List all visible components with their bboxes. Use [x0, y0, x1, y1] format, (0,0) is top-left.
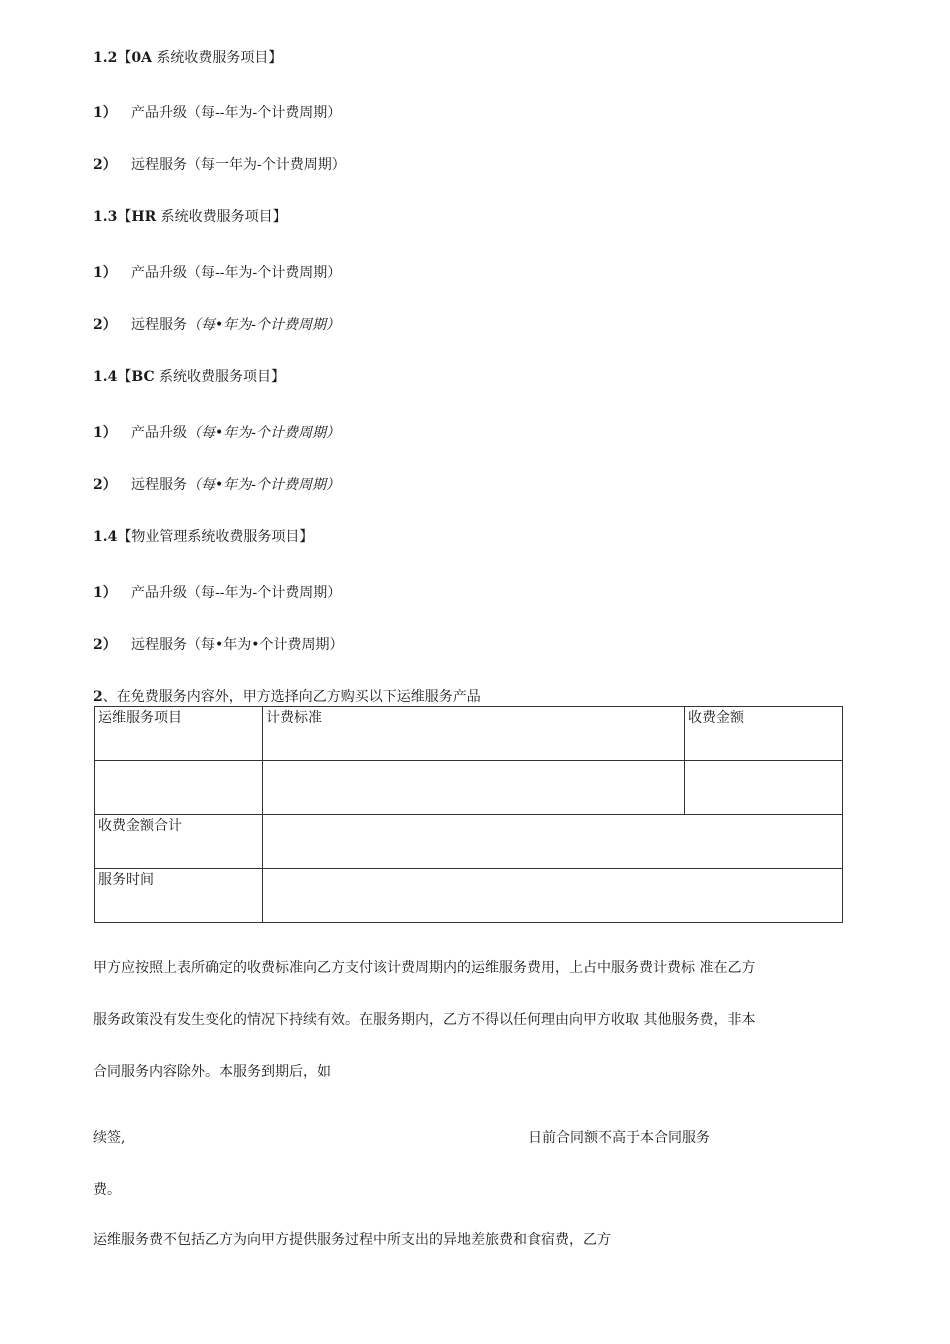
- total-label-cell: 收费金额合计: [95, 815, 263, 869]
- table-row-time: [95, 869, 843, 923]
- table-cell[interactable]: [95, 761, 263, 815]
- list-item: 2） 远程服务（每•年为•个计费周期）: [93, 637, 344, 653]
- paragraph-line: 甲方应按照上表所确定的收费标准向乙方支付该计费周期内的运维服务费用，上占中服务费计费标 准在乙方: [93, 960, 756, 976]
- list-item: 2） 远程服务（每•年为-个计费周期）: [93, 317, 340, 333]
- paragraph-line: 运维服务费不包括乙方为向甲方提供服务过程中所支出的异地差旅费和食宿费，乙方: [93, 1232, 611, 1248]
- table-cell[interactable]: [685, 761, 843, 815]
- section-heading: 1.4【BC 系统收费服务项目】: [93, 369, 286, 385]
- renew-left-text: 续签,: [93, 1130, 126, 1146]
- list-item: 1） 产品升级（每--年为-个计费周期）: [93, 585, 342, 601]
- section-heading: 1.3【HR 系统收费服务项目】: [93, 209, 287, 225]
- time-label-cell: 服务时间: [95, 869, 263, 923]
- table-header-row: [95, 707, 843, 761]
- time-value-cell[interactable]: [263, 869, 843, 923]
- table-row: [95, 761, 843, 815]
- list-item: 1） 产品升级（每--年为-个计费周期）: [93, 265, 342, 281]
- header-cell-amount: 收费金额: [685, 707, 843, 761]
- fee-end-text: 费。: [93, 1182, 121, 1198]
- list-item: 1） 产品升级（每--年为-个计费周期）: [93, 105, 342, 121]
- paragraph-line: 合同服务内容除外。本服务到期后，如: [93, 1064, 331, 1080]
- list-item: 2） 远程服务（每•年为-个计费周期）: [93, 477, 340, 493]
- list-item: 2） 远程服务（每一年为-个计费周期）: [93, 157, 346, 173]
- table-cell[interactable]: [263, 761, 685, 815]
- section-heading: 1.4【物业管理系统收费服务项目】: [93, 529, 314, 545]
- renew-right-text: 日前合同额不高于本合同服务: [528, 1130, 710, 1146]
- paragraph-line: 服务政策没有发生变化的情况下持续有效。在服务期内，乙方不得以任何理由向甲方收取 其他服务费，非本: [93, 1012, 756, 1028]
- list-item: 1） 产品升级（每•年为-个计费周期）: [93, 425, 340, 441]
- header-cell-item: 运维服务项目: [95, 707, 263, 761]
- service-table: [94, 706, 843, 923]
- total-value-cell[interactable]: [263, 815, 843, 869]
- table-row-total: [95, 815, 843, 869]
- header-cell-standard: 计费标准: [263, 707, 685, 761]
- section-heading: 1.2【0A 系统收费服务项目】: [93, 50, 283, 66]
- purchase-intro: 2、在免费服务内容外，甲方选择向乙方购买以下运维服务产品: [93, 689, 481, 705]
